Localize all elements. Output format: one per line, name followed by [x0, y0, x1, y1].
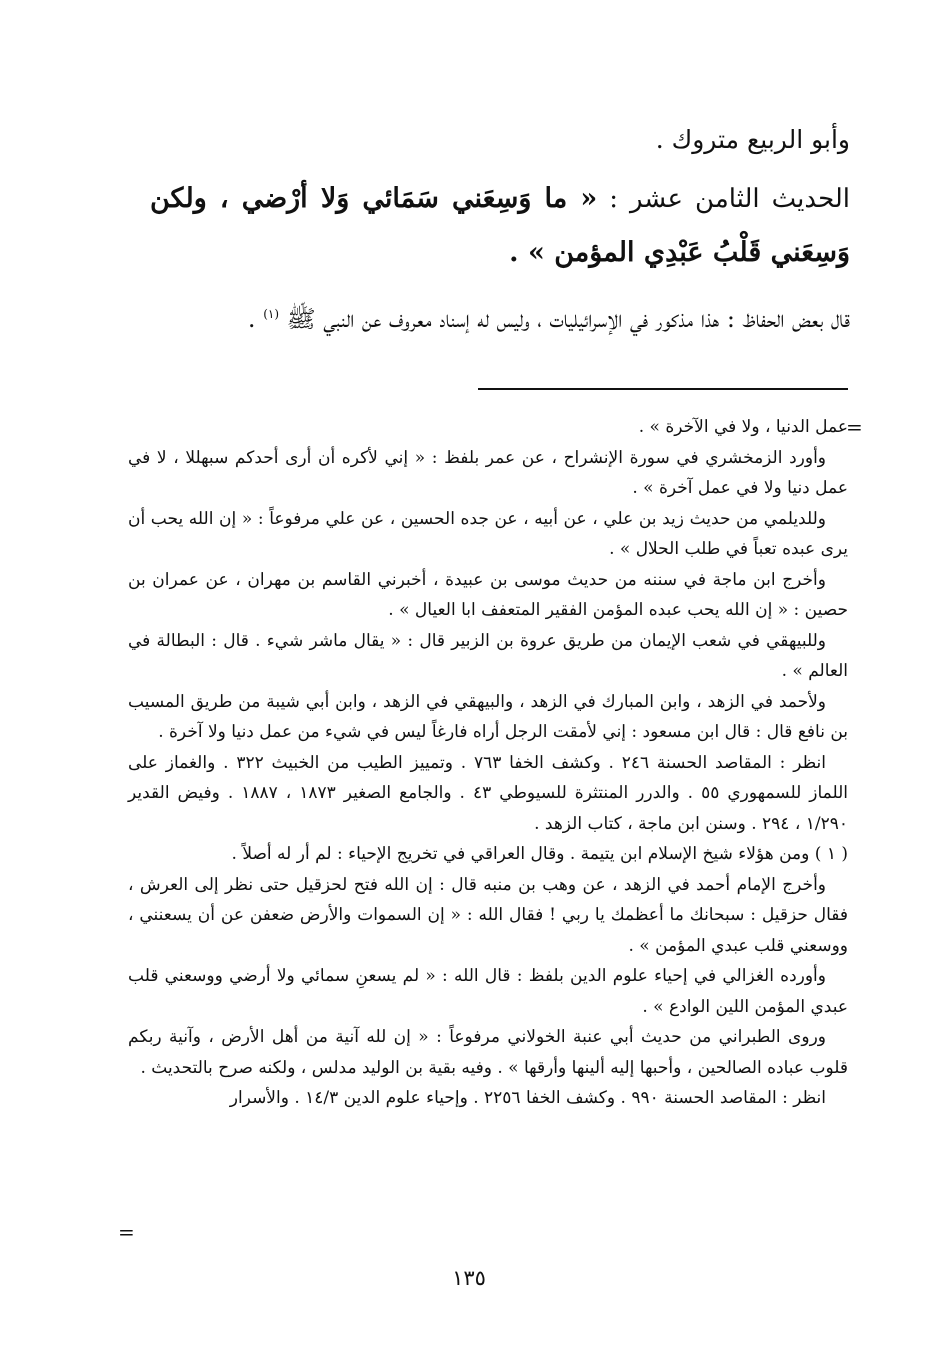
footnote-paragraph: وأخرج الإمام أحمد في الزهد ، عن وهب بن منبه قال : إن الله فتح لحزقيل حتى نظر إلى العرش ، فقال حزقيل : سبحانك ما أعظمك يا ربي ! فقال الله : « إن السموات والأرض ضعفن عن أن يسعنني ، ووسعني قلب عبدي المؤمن » .: [128, 874, 848, 956]
footnote-paragraph: انظر : المقاصد الحسنة ٩٩٠ . وكشف الخفا ٢٢٥٦ . وإحياء علوم الدين ١٤/٣ . والأسرار: [229, 1088, 826, 1108]
footnote-paragraph: وللديلمي من حديث زيد بن علي ، عن أبيه ، عن جده الحسين ، عن علي مرفوعاً : « إن الله يحب أن يرى عبده تعباً في طلب الحلال » .: [128, 508, 848, 559]
footnote-paragraph: وروى الطبراني من حديث أبي عنبة الخولاني مرفوعاً : « إن لله آنية من أهل الأرض ، وآنية ربكم قلوب عباده الصالحين ، وأحبها إليه ألينها وأرقها » . وفيه بقية بن الوليد مدلس ، ولكنه صرح بالتحديث .: [128, 1027, 848, 1078]
footnote-paragraph: انظر : المقاصد الحسنة ٢٤٦ . وكشف الخفا ٧٦٣ . وتمييز الطيب من الخبيث ٣٢٢ . والغماز على اللماز للسمهوري ٥٥ . والدرر المنتثرة للسيوطي ٤٣ . والجامع الصغير ١٨٧٣ ، ١٨٨٧ . وفيض القدير ١/٢٩٠ ، ٢٩٤ . وسنن ابن ماجة ، كتاب الزهد .: [128, 752, 849, 834]
narrator-note: وأبو الربيع متروك .: [655, 125, 850, 154]
hadith-eighteen: [150, 172, 850, 280]
continuation-marker: =: [846, 415, 863, 439]
footnote-one-first: ومن هؤلاء شيخ الإسلام ابن يتيمة . وقال العراقي في تخريج الإحياء : لم أر له أصلاً .: [231, 844, 810, 864]
footnote-number: ( ١ ): [814, 844, 848, 864]
page-number: ١٣٥: [452, 1266, 486, 1290]
hafiz-comment-text: قال بعض الحفاظ : هذا مذكور في الإسرائيليات ، وليس له إسناد معروف عن النبي ﷺ: [286, 305, 850, 333]
footnote-paragraph: وأورده الغزالي في إحياء علوم الدين بلفظ : قال الله : « لم يسعنِ سمائي ولا أرضي ووسعني قلب عبدي المؤمن اللين الوادع » .: [128, 966, 848, 1017]
hadith-quote: « ما وَسِعَني سَمَائي وَلا أرْضي ، ولكن وَسِعَني قَلْبُ عَبْدِي المؤمن » .: [150, 183, 850, 268]
footnote-reference: (١): [263, 307, 280, 321]
footnote-paragraph: وأورد الزمخشري في سورة الإنشراح ، عن عمر بلفظ : « إني لأكره أن أرى أحدكم سبهللا ، لا في عمل دنيا ولا في عمل آخرة » .: [128, 447, 848, 498]
hadith-heading: الحديث الثامن عشر :: [597, 184, 850, 214]
hafiz-comment-end: .: [247, 305, 264, 333]
hafiz-comment: [150, 288, 850, 345]
footnote-one: [128, 839, 848, 870]
footnotes: [128, 412, 848, 1114]
footnote-paragraph: ولأحمد في الزهد ، وابن المبارك في الزهد ، والبيهقي في الزهد ، وابن أبي شيبة من طريق المسيب بن نافع قال : قال ابن مسعود : إني لأمقت الرجل أراه فارغاً ليس في شيء من عمل دنيا ولا آخرة .: [128, 691, 848, 742]
continues-marker: =: [118, 1220, 135, 1244]
main-text: [150, 112, 850, 345]
footnote-paragraph: وللبيهقي في شعب الإيمان من طريق عروة بن الزبير قال : « يقال ماشر شيء . قال : البطالة في العالم » .: [128, 630, 848, 681]
footnote-paragraph: عمل الدنيا ، ولا في الآخرة » .: [638, 417, 848, 437]
footnote-separator: [478, 388, 848, 390]
footnote-paragraph: وأخرج ابن ماجة في سننه من حديث موسى بن عبيدة ، أخبرني القاسم بن مهران ، عن عمران بن حصين : « إن الله يحب عبده المؤمن الفقير المتعفف ابا العيال » .: [128, 569, 848, 620]
